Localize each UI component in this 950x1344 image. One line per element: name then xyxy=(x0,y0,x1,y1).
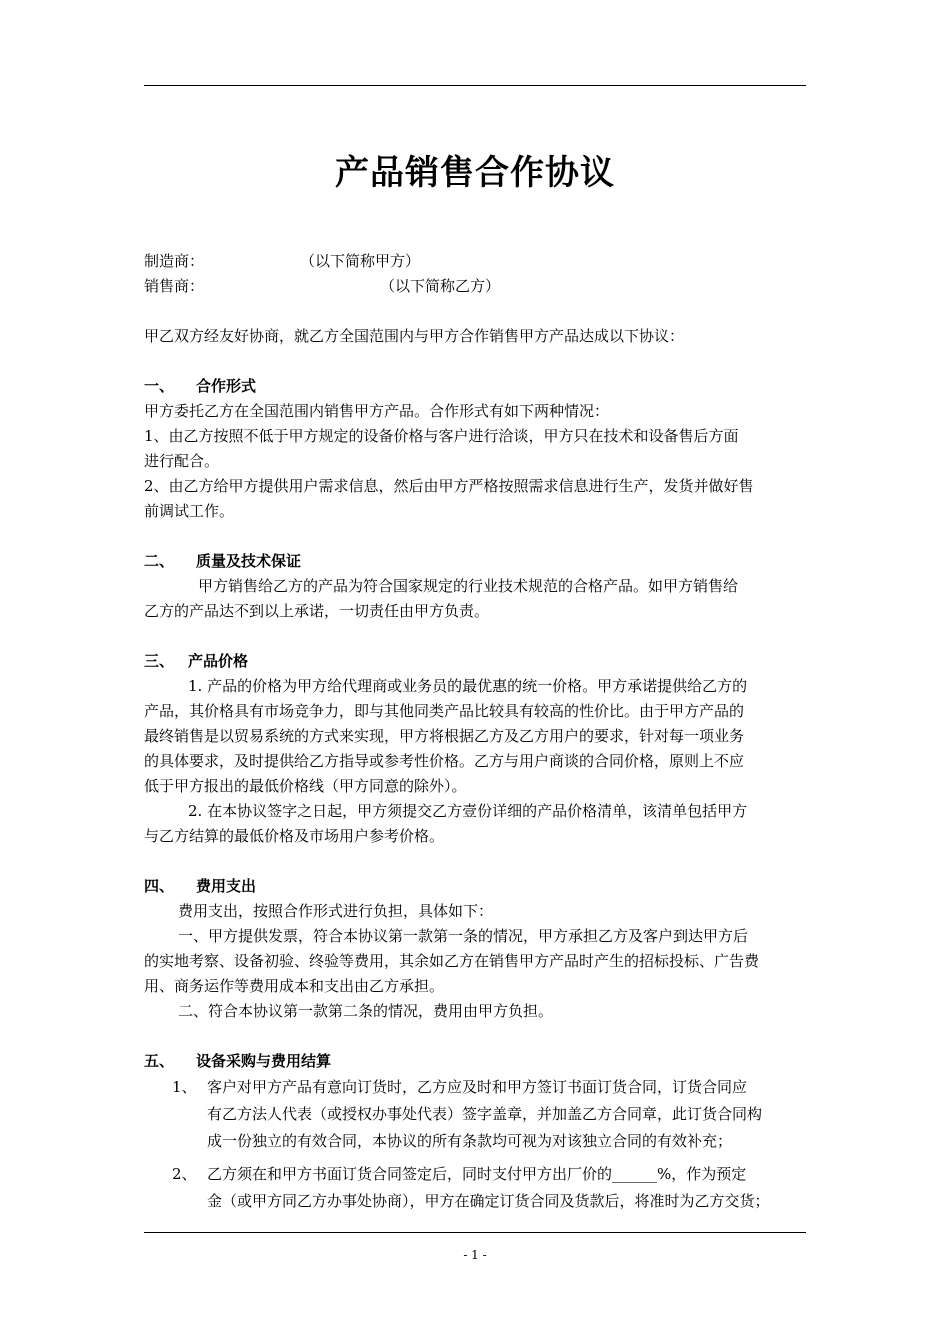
section-4-line: 用、商务运作等费用成本和支出由乙方承担。 xyxy=(144,977,445,995)
section-3-heading xyxy=(144,649,808,674)
manufacturer-label: 制造商： xyxy=(144,252,205,270)
section-3-line: 产品，其价格具有市场竞争力，即与其他同类产品比较具有较高的性价比。由于甲方产品的 xyxy=(144,702,745,720)
section-5-item-2-number: 2、 xyxy=(172,1165,197,1183)
section-1-heading xyxy=(144,374,808,399)
section-5-title: 设备采购与费用结算 xyxy=(196,1052,332,1070)
section-5-item-1-number: 1、 xyxy=(172,1078,197,1096)
section-1-title: 合作形式 xyxy=(196,377,257,395)
section-1-line: 2、由乙方给甲方提供用户需求信息，然后由甲方严格按照需求信息进行生产，发货并做好售 xyxy=(144,477,754,495)
intro-paragraph: 甲乙双方经友好协商，就乙方全国范围内与甲方合作销售甲方产品达成以下协议： xyxy=(144,327,685,345)
section-4-line: 费用支出，按照合作形式进行负担，具体如下： xyxy=(178,902,494,920)
party-manufacturer xyxy=(144,249,808,274)
seller-note: （以下简称乙方） xyxy=(380,277,501,295)
document-title: 产品销售合作协议 xyxy=(335,153,615,193)
section-5-item-1-line: 成一份独立的有效合同，本协议的所有条款均可视为对该独立合同的有效补充； xyxy=(207,1132,733,1150)
section-5-item-1-line: 客户对甲方产品有意向订货时，乙方应及时和甲方签订书面订货合同，订货合同应 xyxy=(207,1078,748,1096)
section-5-item-1-line: 有乙方法人代表（或授权办事处代表）签字盖章，并加盖乙方合同章，此订货合同构 xyxy=(207,1105,763,1123)
section-4-line: 二、符合本协议第一款第二条的情况，费用由甲方负担。 xyxy=(178,1002,554,1020)
page-number: - 1 - xyxy=(463,1248,487,1262)
document-body xyxy=(144,249,808,1215)
footer-rule xyxy=(144,1232,806,1233)
section-5-number: 五、 xyxy=(144,1052,175,1070)
section-3-line: 最终销售是以贸易系统的方式来实现，甲方将根据乙方及乙方用户的要求，针对每一项业务 xyxy=(144,727,745,745)
section-5-heading xyxy=(144,1049,808,1074)
seller-label: 销售商： xyxy=(144,277,205,295)
section-2-line: 甲方销售给乙方的产品为符合国家规定的行业技术规范的合格产品。如甲方销售给 xyxy=(198,577,739,595)
section-2-line: 乙方的产品达不到以上承诺，一切责任由甲方负责。 xyxy=(144,602,490,620)
section-1-line: 甲方委托乙方在全国范围内销售甲方产品。合作形式有如下两种情况： xyxy=(144,402,610,420)
section-5-item-1 xyxy=(144,1074,808,1155)
section-3-line: 1. 产品的价格为甲方给代理商或业务员的最优惠的统一价格。甲方承诺提供给乙方的 xyxy=(188,677,748,695)
section-2-title: 质量及技术保证 xyxy=(196,552,302,570)
section-5-item-2-line: 金（或甲方同乙方办事处协商），甲方在确定订货合同及货款后，将准时为乙方交货； xyxy=(207,1192,770,1210)
section-1-line: 进行配合。 xyxy=(144,452,220,470)
section-4-line: 一、甲方提供发票，符合本协议第一款第一条的情况，甲方承担乙方及客户到达甲方后 xyxy=(178,927,749,945)
section-3-line: 与乙方结算的最低价格及市场用户参考价格。 xyxy=(144,827,445,845)
section-3-line: 2. 在本协议签字之日起，甲方须提交乙方壹份详细的产品价格清单，该清单包括甲方 xyxy=(188,802,748,820)
section-4-number: 四、 xyxy=(144,877,175,895)
section-5-item-2-line: 乙方须在和甲方书面订货合同签定后，同时支付甲方出厂价的______%，作为预定 xyxy=(207,1165,747,1183)
section-4-heading xyxy=(144,874,808,899)
section-3-line: 的具体要求，及时提供给乙方指导或参考性价格。乙方与用户商谈的合同价格，原则上不应 xyxy=(144,752,745,770)
section-4-title: 费用支出 xyxy=(196,877,257,895)
section-4-line: 的实地考察、设备初验、终验等费用，其余如乙方在销售甲方产品时产生的招标投标、广告费 xyxy=(144,952,760,970)
section-1-line: 1、由乙方按照不低于甲方规定的设备价格与客户进行洽谈，甲方只在技术和设备售后方面 xyxy=(144,427,739,445)
section-2-heading xyxy=(144,549,808,574)
section-3-number: 三、 xyxy=(144,652,175,670)
manufacturer-note: （以下简称甲方） xyxy=(300,252,421,270)
section-1-number: 一、 xyxy=(144,377,175,395)
header-rule xyxy=(144,85,806,86)
section-3-line: 低于甲方报出的最低价格线（甲方同意的除外）。 xyxy=(144,777,467,795)
section-2-number: 二、 xyxy=(144,552,175,570)
section-3-title: 产品价格 xyxy=(188,652,249,670)
section-5-item-2 xyxy=(144,1161,808,1215)
party-seller xyxy=(144,274,808,299)
section-1-line: 前调试工作。 xyxy=(144,502,235,520)
